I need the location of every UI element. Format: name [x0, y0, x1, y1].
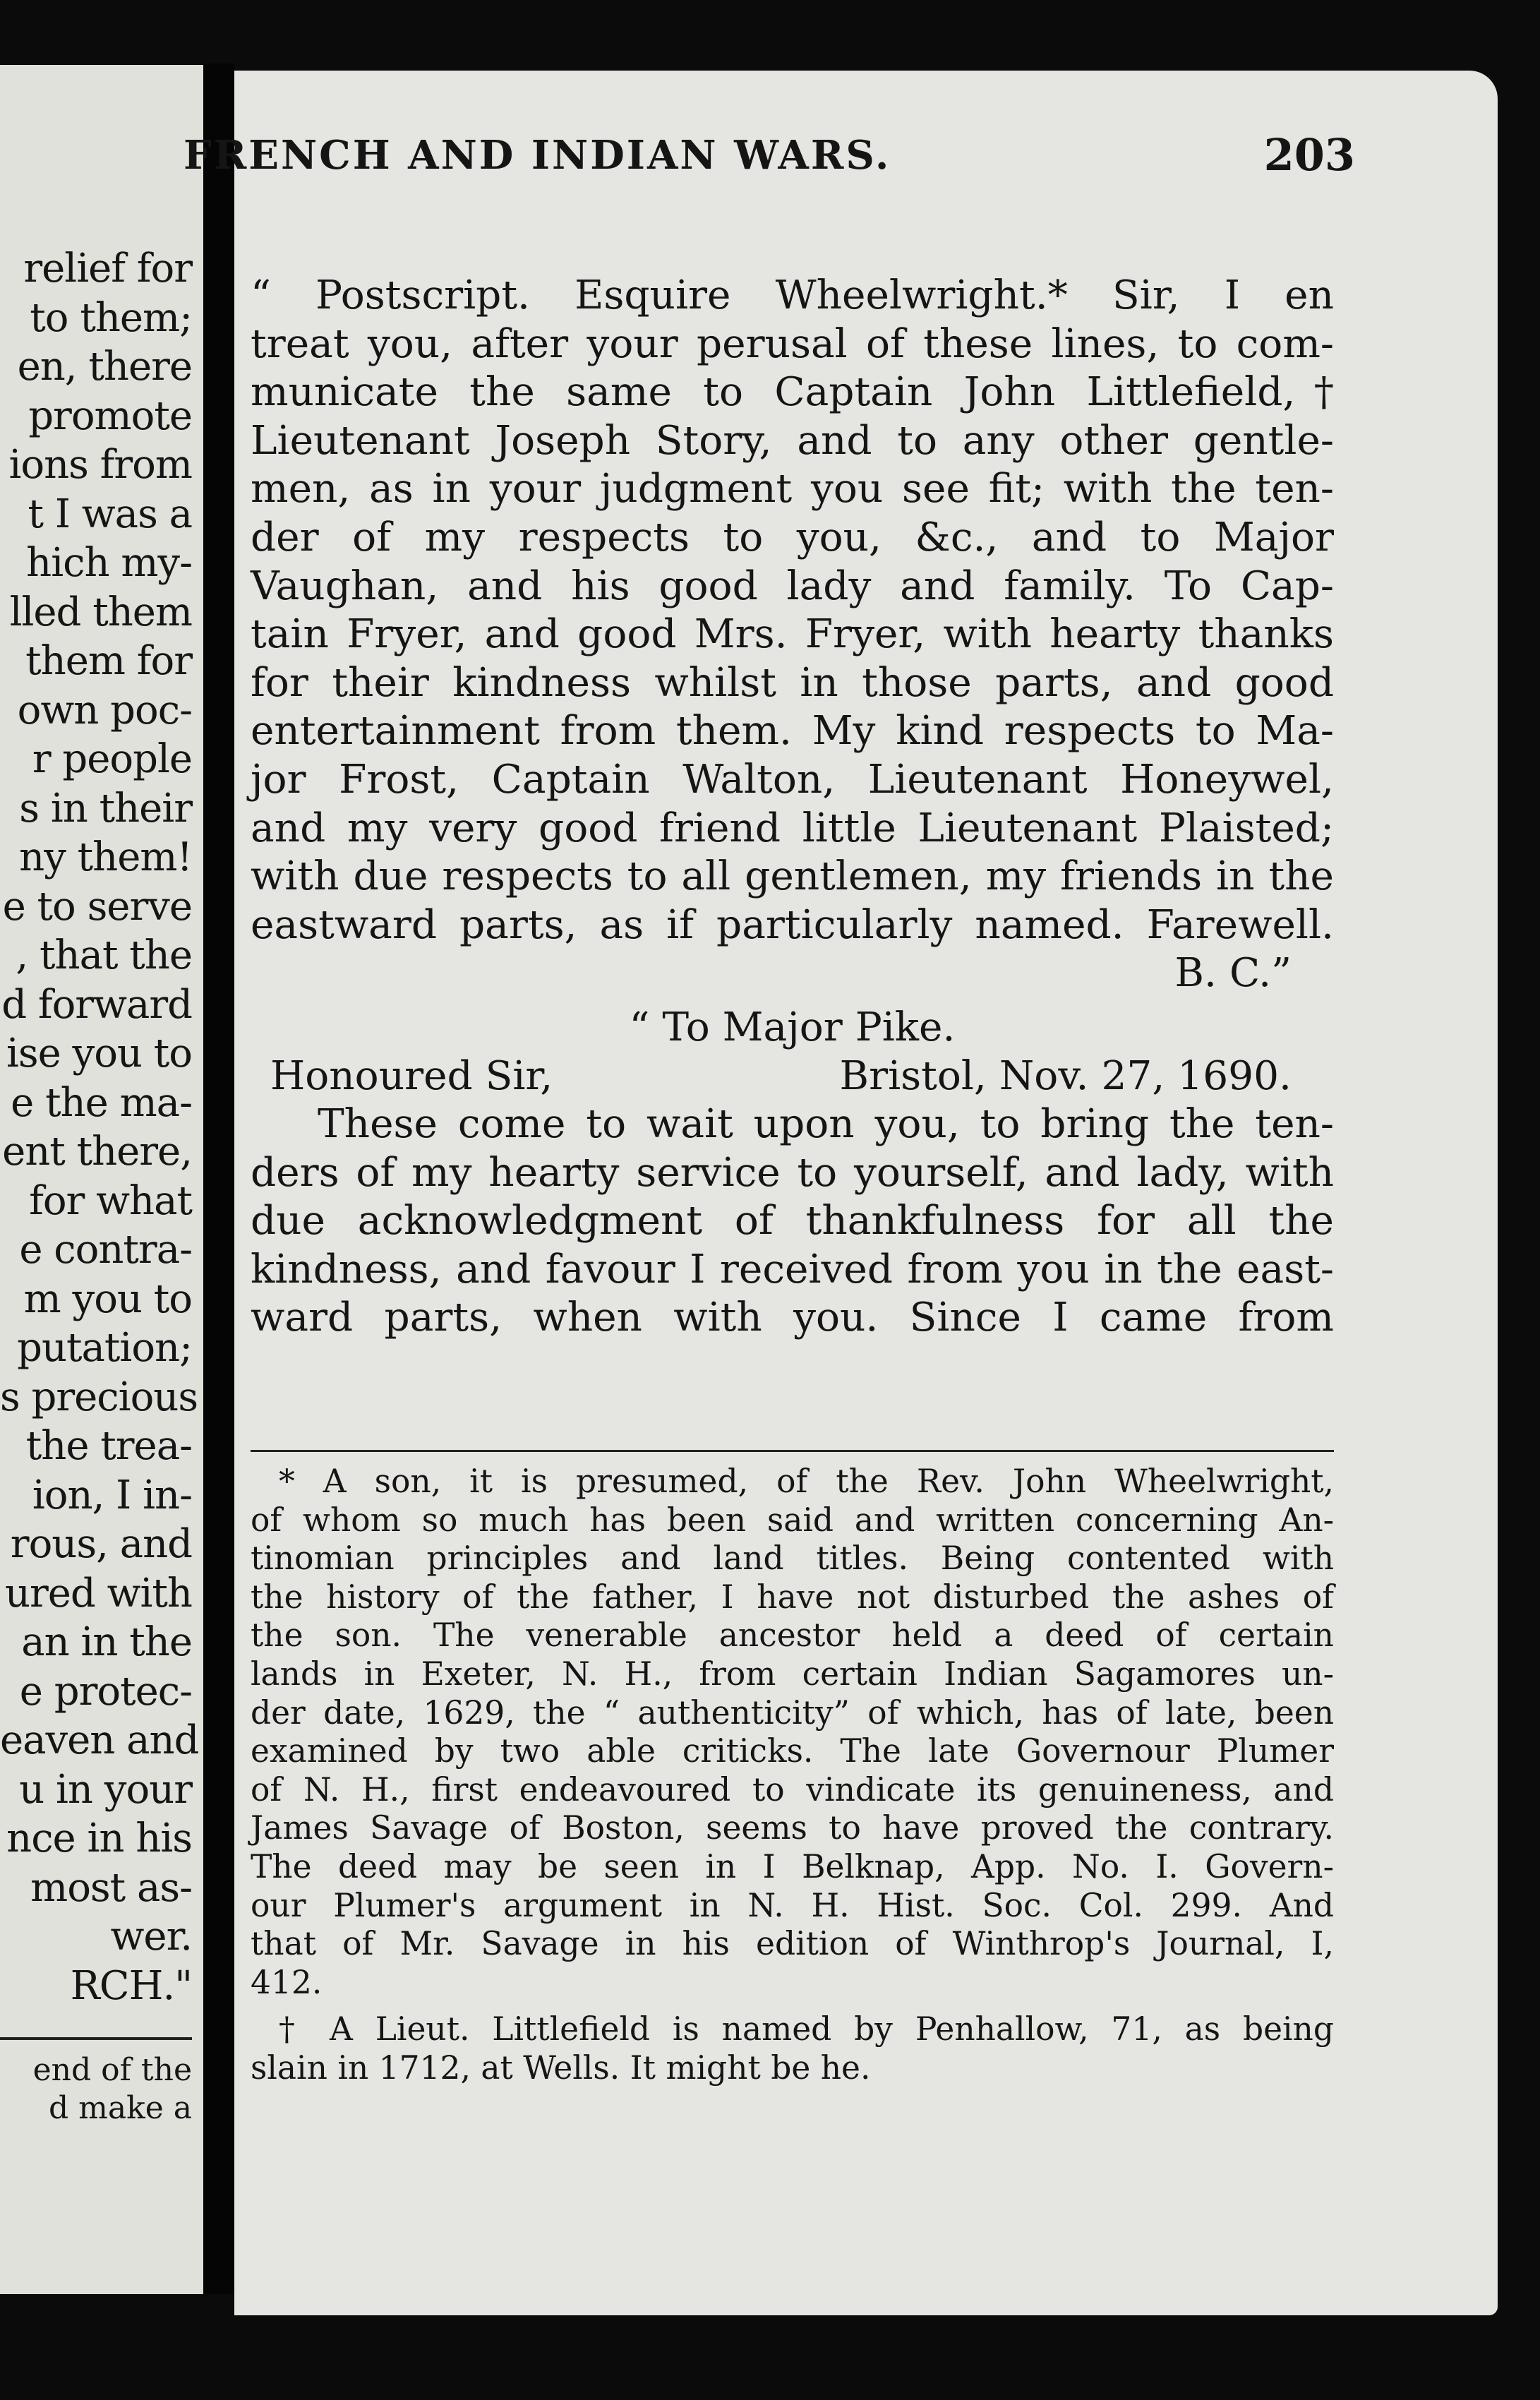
facing-line: e to serve — [2, 883, 192, 930]
facing-line: them for — [25, 638, 192, 684]
footnote-line: † A Lieut. Littlefield is named by Penhallow, 71, as being — [279, 2010, 1334, 2048]
facing-line: s precious — [0, 1374, 198, 1420]
facing-page-text — [0, 244, 199, 2010]
running-head: FRENCH AND INDIAN WARS. — [184, 132, 891, 179]
text-line: treat you, after your perusal of these lines, to com- — [251, 320, 1334, 367]
footnote-line: tinomian principles and land titles. Being contented with — [251, 1540, 1334, 1578]
facing-line: most as- — [30, 1864, 192, 1911]
text-line: with due respects to all gentlemen, my friends in the — [251, 853, 1334, 900]
facing-line: ny them! — [19, 834, 192, 880]
facing-line: eaven and — [0, 1717, 199, 1763]
facing-line: d forward — [1, 981, 192, 1028]
facing-line: nce in his — [6, 1816, 192, 1861]
facing-line: ion, I in- — [32, 1472, 192, 1518]
footnote-line: our Plumer's argument in N. H. Hist. Soc. Col. 299. And — [251, 1886, 1334, 1924]
facing-line: lled them — [9, 589, 192, 635]
facing-line: ise you to — [6, 1031, 192, 1076]
footnote-wheelwright — [251, 1463, 1334, 2002]
text-line: entertainment from them. My kind respects to Ma- — [251, 708, 1334, 755]
postscript-letter — [251, 272, 1334, 998]
footnote-line: James Savage of Boston, seems to have proved the contrary. — [251, 1809, 1334, 1847]
facing-line: to them; — [30, 294, 192, 341]
facing-line: u in your — [19, 1766, 192, 1813]
salutation: Honoured Sir, — [270, 1052, 553, 1099]
text-line: municate the same to Captain John Littlefield,† — [251, 369, 1334, 416]
text-line: Lieutenant Joseph Story, and to any other gentle- — [251, 417, 1334, 464]
footnote-line: 412. — [251, 1963, 323, 2001]
text-line: tain Fryer, and good Mrs. Fryer, with hearty thanks — [251, 611, 1334, 658]
footnote-line: The deed may be seen in I Belknap, App. No. I. Govern- — [251, 1847, 1334, 1885]
book-gutter — [203, 64, 234, 2294]
footnote-rule — [251, 1450, 1334, 1452]
facing-line: rous, and — [10, 1521, 192, 1567]
footnote-line: the history of the father, I have not disturbed the ashes of — [251, 1578, 1334, 1616]
facing-line: t I was a — [28, 491, 192, 537]
facing-line: r people — [32, 736, 192, 782]
footnote-littlefield — [251, 2010, 1334, 2087]
facing-line: ions from — [8, 442, 192, 488]
facing-footnote-line: end of the — [32, 2052, 192, 2088]
facing-footnote-rule — [0, 2037, 192, 2040]
text-line: kindness, and favour I received from you in the east- — [251, 1246, 1334, 1292]
letter-heading: “ To Major Pike. — [629, 1004, 956, 1050]
text-line: jor Frost, Captain Walton, Lieutenant Honeywel, — [251, 756, 1334, 803]
letter-signature: B. C.” — [1174, 950, 1292, 997]
footnote-line: * A son, it is presumed, of the Rev. John Wheelwright, — [279, 1463, 1334, 1500]
footnote-line: the son. The venerable ancestor held a deed of certain — [251, 1616, 1334, 1655]
footnote-line: of N. H., first endeavoured to vindicate its genuineness, and — [251, 1770, 1334, 1808]
text-line: “ Postscript. Esquire Wheelwright.* Sir, I en — [251, 272, 1334, 318]
text-line: ders of my hearty service to yourself, and lady, with — [251, 1149, 1334, 1196]
footnotes — [251, 1463, 1334, 2088]
facing-line: for what — [29, 1177, 192, 1224]
facing-line: putation; — [17, 1325, 192, 1371]
facing-page-fragment — [0, 65, 203, 2294]
text-line: men, as in your judgment you see fit; with the ten- — [251, 466, 1334, 512]
facing-line: ent there, — [2, 1129, 192, 1175]
facing-line: ured with — [4, 1570, 192, 1616]
text-line: and my very good friend little Lieutenant Plaisted; — [251, 805, 1334, 851]
facing-line: wer. — [110, 1914, 192, 1960]
facing-line: e protec- — [19, 1668, 192, 1715]
facing-line: en, there — [17, 344, 192, 390]
facing-line: the trea- — [25, 1423, 192, 1469]
text-line: eastward parts, as if particularly named. Farewell. — [251, 901, 1334, 948]
facing-footnotes — [0, 2051, 192, 2128]
text-line: These come to wait upon you, to bring the ten- — [318, 1101, 1334, 1148]
text-line: for their kindness whilst in those parts, and good — [251, 659, 1334, 706]
page-number: 203 — [1263, 129, 1355, 181]
text-line: der of my respects to you, &c., and to Major — [251, 514, 1334, 560]
footnote-line: examined by two able criticks. The late Governour Plumer — [251, 1732, 1334, 1770]
facing-line: e contra- — [19, 1227, 192, 1273]
footnote-line: slain in 1712, at Wells. It might be he. — [251, 2048, 871, 2087]
footnote-line: that of Mr. Savage in his edition of Winthrop's Journal, I, — [251, 1925, 1334, 1963]
salutation-row — [251, 1052, 1334, 1101]
facing-line: an in the — [21, 1619, 192, 1665]
footnote-line: of whom so much has been said and written concerning An- — [251, 1501, 1334, 1539]
facing-line: promote — [28, 392, 192, 439]
text-line: Vaughan, and his good lady and family. To Cap- — [251, 563, 1334, 609]
footnote-line: lands in Exeter, N. H., from certain Indian Sagamores un- — [251, 1655, 1334, 1693]
footnote-line: der date, 1629, the “ authenticity” of which, has of late, been — [251, 1693, 1334, 1732]
facing-line: RCH." — [70, 1962, 192, 2009]
facing-line: relief for — [23, 246, 192, 292]
facing-line: e the ma- — [11, 1079, 192, 1126]
facing-line: hich my- — [26, 540, 192, 586]
facing-footnote-line: d make a — [48, 2090, 192, 2126]
facing-line: m you to — [23, 1276, 192, 1322]
letter-body — [251, 1100, 1334, 1343]
dateline: Bristol, Nov. 27, 1690. — [839, 1052, 1292, 1099]
facing-line: own poc- — [17, 687, 192, 733]
facing-line: s in their — [19, 785, 192, 832]
page-header — [184, 127, 1355, 184]
body-text — [251, 272, 1334, 1343]
text-line: ward parts, when with you. Since I came from — [251, 1295, 1334, 1341]
facing-line: , that the — [16, 932, 192, 978]
text-line: due acknowledgment of thankfulness for all the — [251, 1198, 1334, 1244]
